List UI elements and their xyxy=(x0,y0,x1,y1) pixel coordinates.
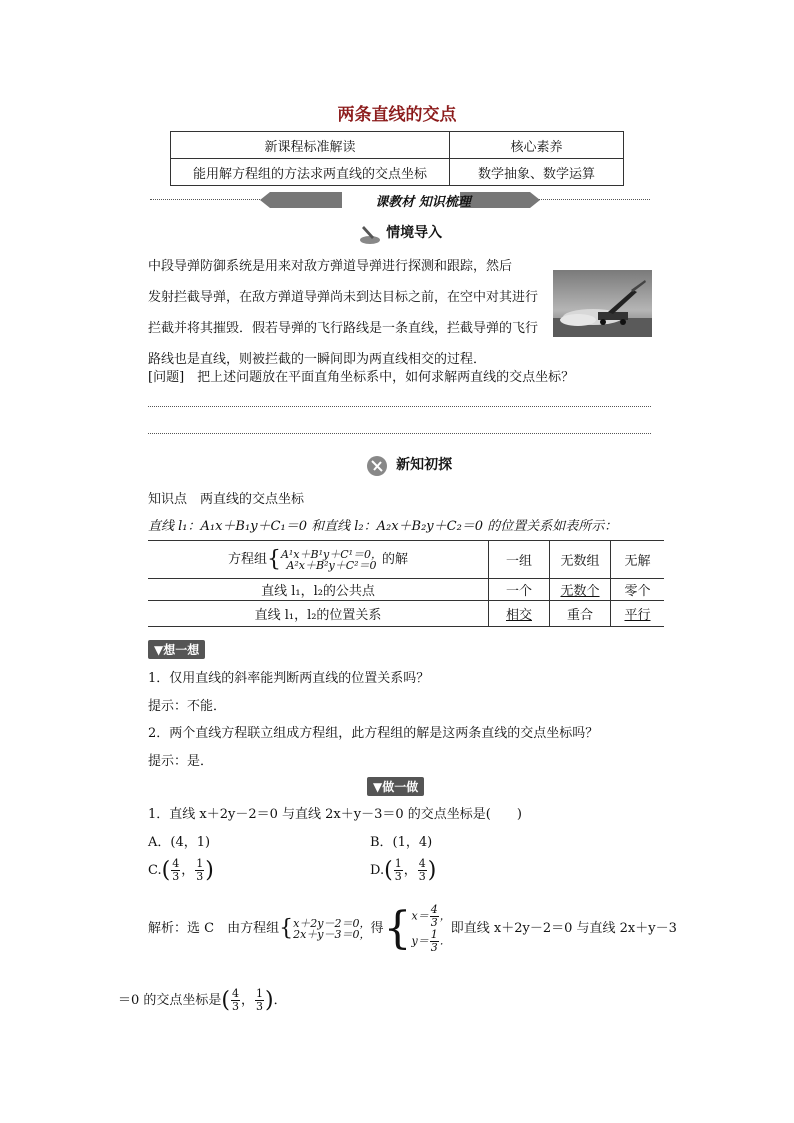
think-badge: ▼想一想 xyxy=(148,640,205,659)
new-knowledge-heading: 新知初探 xyxy=(366,454,452,477)
section-banner xyxy=(150,190,650,210)
down-arrow-icon: ▼ xyxy=(373,780,383,794)
cell-no-solution: 无解 xyxy=(611,541,665,579)
think-question-1: 1．仅用直线的斜率能判断两直线的位置关系吗？ xyxy=(148,671,430,686)
row-solution-label: 方程组{ A¹x＋B¹y＋C¹＝0， A²x＋B²y＋C²＝0 的解 xyxy=(148,541,489,579)
solution-line-2: ＝0 的交点坐标是( $\frac{4}{3}$ ， $\frac{1}{3}$ )． xyxy=(118,987,287,1013)
question-text: [问题] 把上述问题放在平面直角坐标系中，如何求解两直线的交点坐标？ xyxy=(148,370,575,385)
relation-table xyxy=(148,540,664,627)
standard-value: 能用解方程组的方法求两直线的交点坐标 xyxy=(171,159,450,186)
banner-text: 课教材 知识梳理 xyxy=(375,195,471,210)
cell-coincide: 重合 xyxy=(550,601,611,627)
think-answer-2: 提示：是． xyxy=(148,754,214,769)
cell-one-solution: 一组 xyxy=(489,541,550,579)
answer-line-2 xyxy=(148,433,651,434)
missile-launch-photo xyxy=(553,270,652,337)
think-answer-1: 提示：不能． xyxy=(148,699,227,714)
knowledge-description: 直线 l₁：A₁x＋B₁y＋C₁＝0 和直线 l₂：A₂x＋B₂y＋C₂＝0 的位置关系如表所示： xyxy=(148,519,618,534)
option-b: B．(1，4) xyxy=(370,835,433,850)
intro-paragraph: 中段导弹防御系统是用来对敌方弹道导弹进行探测和跟踪，然后 发射拦截导弹，在敌方弹道导弹尚未到达目标之前，在空中对其进行 拦截并将其摧毁．假若导弹的飞行路线是一条直线，拦截导弹的飞行 路线也是直线，则被拦截的一瞬间即为两直线相交的过程． xyxy=(148,259,539,367)
solution-line-1: 解析：选 C 由方程组{ x＋2y－2＝0， 2x＋y－3＝0， 得{ x＝ $\frac{4}{3}$ ， y＝ $\frac{1}{3}$ ． 即直线 x＋2y－2＝0 与直线 2x＋y－3 xyxy=(148,902,677,954)
row-common-points-label: 直线 l₁，l₂的公共点 xyxy=(148,579,489,601)
cell-intersect: 相交 xyxy=(489,601,550,627)
practice-question-1: 1．直线 x＋2y－2＝0 与直线 2x＋y－3＝0 的交点坐标是( ) xyxy=(148,807,522,822)
row-position-label: 直线 l₁，l₂的位置关系 xyxy=(148,601,489,627)
down-arrow-icon: ▼ xyxy=(154,643,164,657)
option-c: C.( $\frac{4}{3}$ ， $\frac{1}{3}$ ) xyxy=(148,857,214,883)
knowledge-point-heading: 知识点 两直线的交点坐标 xyxy=(148,492,305,507)
page-title: 两条直线的交点 xyxy=(337,105,457,125)
think-question-2: 2．两个直线方程联立组成方程组，此方程组的解是这两条直线的交点坐标吗？ xyxy=(148,726,599,741)
cell-parallel: 平行 xyxy=(611,601,665,627)
standard-table xyxy=(170,131,624,186)
cell-zero-points: 零个 xyxy=(611,579,665,601)
cell-one-point: 一个 xyxy=(489,579,550,601)
cell-infinite-solutions: 无数组 xyxy=(550,541,611,579)
header-literacy: 核心素养 xyxy=(450,132,624,159)
answer-line-1 xyxy=(148,406,651,407)
practice-badge: ▼做一做 xyxy=(367,777,424,796)
literacy-value: 数学抽象、数学运算 xyxy=(450,159,624,186)
option-a: A．(4，1) xyxy=(148,835,211,850)
cell-infinite-points: 无数个 xyxy=(550,579,611,601)
option-d: D.( $\frac{1}{3}$ ， $\frac{4}{3}$ ) xyxy=(370,857,437,883)
book-icon xyxy=(366,455,392,477)
pen-icon xyxy=(358,223,382,245)
situation-heading: 情境导入 xyxy=(358,222,442,245)
header-standard: 新课程标准解读 xyxy=(171,132,450,159)
